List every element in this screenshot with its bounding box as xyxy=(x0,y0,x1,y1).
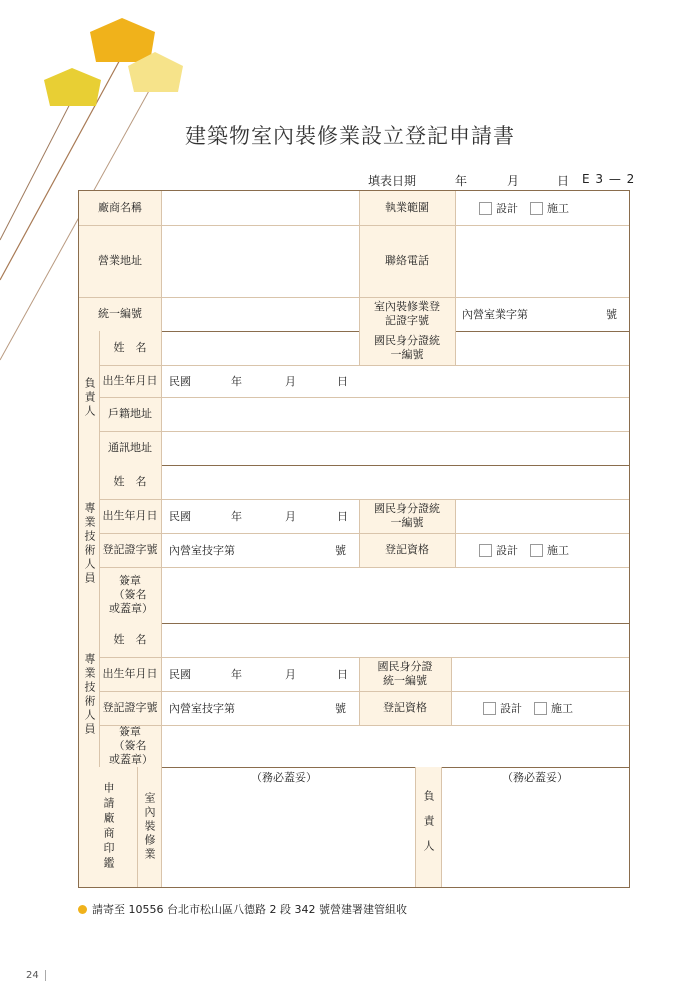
tech2-name-field[interactable] xyxy=(161,623,629,657)
tech1-minguo: 民國 xyxy=(169,510,191,523)
resp-month: 月 xyxy=(285,375,296,388)
tech1-reg-label: 登記證字號 xyxy=(99,533,161,567)
tech1-reg-prefix: 內營室技字第 xyxy=(169,544,235,557)
tech1-qual-label: 登記資格 xyxy=(359,533,455,567)
resp-id-field[interactable] xyxy=(455,331,629,365)
tech2-qual-options xyxy=(451,691,629,725)
tech1-design-checkbox[interactable] xyxy=(479,544,492,557)
tech1-reg-field[interactable] xyxy=(161,533,359,567)
flower-orange xyxy=(90,18,155,62)
tech2-construction-label: 施工 xyxy=(551,702,573,715)
industry-seal-group xyxy=(137,767,161,887)
tech1-id-field[interactable] xyxy=(455,499,629,533)
tech1-sign-label: 簽章（簽名或蓋章） xyxy=(99,567,161,623)
tech1-qual-options xyxy=(455,533,629,567)
tech2-year: 年 xyxy=(231,668,242,681)
tech2-birth-field[interactable] xyxy=(161,657,359,691)
resp-id-label: 國民身分證統一編號 xyxy=(359,331,455,365)
tech1-sign-field[interactable] xyxy=(161,567,629,623)
cert-suffix: 號 xyxy=(606,308,617,321)
tech1-construction-checkbox[interactable] xyxy=(530,544,543,557)
resp-seal-label: 負責人 xyxy=(422,789,435,865)
date-year: 年 xyxy=(455,174,468,188)
tech2-reg-field[interactable] xyxy=(161,691,359,725)
unified-no-field[interactable] xyxy=(161,297,359,331)
date-day: 日 xyxy=(557,174,570,188)
tech1-month: 月 xyxy=(285,510,296,523)
address-label: 營業地址 xyxy=(79,225,161,297)
tech2-construction-checkbox[interactable] xyxy=(534,702,547,715)
tech1-birth-label: 出生年月日 xyxy=(99,499,161,533)
form-code: E 3 — 2 xyxy=(582,172,636,186)
tech2-reg-prefix: 內營室技字第 xyxy=(169,702,235,715)
tech2-reg-suffix: 號 xyxy=(335,702,346,715)
unified-no-label: 統一編號 xyxy=(79,297,161,331)
phone-label: 聯絡電話 xyxy=(359,225,455,297)
scope-construction-checkbox[interactable] xyxy=(530,202,543,215)
cert-no-field[interactable] xyxy=(455,297,629,331)
industry-seal-label: 室內裝修業 xyxy=(143,792,156,862)
mail-address-field[interactable] xyxy=(161,431,629,465)
tech2-design-label: 設計 xyxy=(500,702,522,715)
company-seal-note: （務必蓋妥） xyxy=(251,771,317,784)
household-field[interactable] xyxy=(161,397,629,431)
tech2-sign-label: 簽章（簽名或蓋章） xyxy=(99,725,161,767)
company-seal-area[interactable] xyxy=(161,767,415,887)
responsible-group xyxy=(79,331,99,465)
resp-seal-area[interactable] xyxy=(441,767,629,887)
tech1-design-label: 設計 xyxy=(496,544,518,557)
mailing-note xyxy=(78,901,407,917)
scope-options xyxy=(455,191,629,225)
address-field[interactable] xyxy=(161,225,359,297)
resp-year: 年 xyxy=(231,375,242,388)
page-title: 建築物室內裝修業設立登記申請書 xyxy=(185,124,515,148)
tech2-design-checkbox[interactable] xyxy=(483,702,496,715)
tech1-group-label: 專業技術人員 xyxy=(83,502,96,586)
company-name-field[interactable] xyxy=(161,191,359,225)
application-form xyxy=(78,190,630,888)
scope-label: 執業範圍 xyxy=(359,191,455,225)
page-number: 24 xyxy=(26,970,46,981)
resp-seal-note: （務必蓋妥） xyxy=(502,771,568,784)
tech2-name-label: 姓 名 xyxy=(99,623,161,657)
tech2-group xyxy=(79,623,99,767)
flower-yellow xyxy=(44,68,101,106)
tech1-construction-label: 施工 xyxy=(547,544,569,557)
scope-design-checkbox[interactable] xyxy=(479,202,492,215)
tech2-id-field[interactable] xyxy=(451,657,629,691)
mail-address-label: 通訊地址 xyxy=(99,431,161,465)
phone-field[interactable] xyxy=(455,225,629,297)
tech1-id-label: 國民身分證統一編號 xyxy=(359,499,455,533)
resp-birth-label: 出生年月日 xyxy=(99,365,161,397)
tech2-minguo: 民國 xyxy=(169,668,191,681)
household-label: 戶籍地址 xyxy=(99,397,161,431)
tech2-qual-label: 登記資格 xyxy=(359,691,451,725)
applicant-seal-label: 申請廠商印鑑 xyxy=(102,782,115,872)
applicant-seal-group xyxy=(79,767,137,887)
resp-seal-group xyxy=(415,767,441,887)
tech1-day: 日 xyxy=(337,510,348,523)
resp-name-label: 姓 名 xyxy=(99,331,161,365)
tech1-group xyxy=(79,465,99,623)
tech2-day: 日 xyxy=(337,668,348,681)
tech1-year: 年 xyxy=(231,510,242,523)
resp-name-field[interactable] xyxy=(161,331,359,365)
tech2-group-label: 專業技術人員 xyxy=(83,653,96,737)
tech2-birth-label: 出生年月日 xyxy=(99,657,161,691)
resp-minguo: 民國 xyxy=(169,375,191,388)
resp-birth-field[interactable] xyxy=(161,365,359,397)
cert-no-label: 室內裝修業登記證字號 xyxy=(359,297,455,331)
tech1-reg-suffix: 號 xyxy=(335,544,346,557)
tech2-sign-field[interactable] xyxy=(161,725,629,767)
scope-construction-label: 施工 xyxy=(547,202,569,215)
cert-prefix: 內營室業字第 xyxy=(462,308,528,321)
date-label: 填表日期 xyxy=(368,174,417,188)
company-name-label: 廠商名稱 xyxy=(79,191,161,225)
tech1-birth-field[interactable] xyxy=(161,499,359,533)
tech2-id-label: 國民身分證統一編號 xyxy=(359,657,451,691)
tech1-name-field[interactable] xyxy=(161,465,629,499)
scope-design-label: 設計 xyxy=(496,202,518,215)
bullet-dot-icon xyxy=(78,905,87,914)
tech2-reg-label: 登記證字號 xyxy=(99,691,161,725)
tech1-name-label: 姓 名 xyxy=(99,465,161,499)
tech2-month: 月 xyxy=(285,668,296,681)
responsible-group-label: 負責人 xyxy=(83,377,96,419)
resp-day: 日 xyxy=(337,375,348,388)
mailing-note-text: 請寄至 10556 台北市松山區八德路 2 段 342 號營建署建管組收 xyxy=(92,903,407,916)
date-month: 月 xyxy=(507,174,520,188)
